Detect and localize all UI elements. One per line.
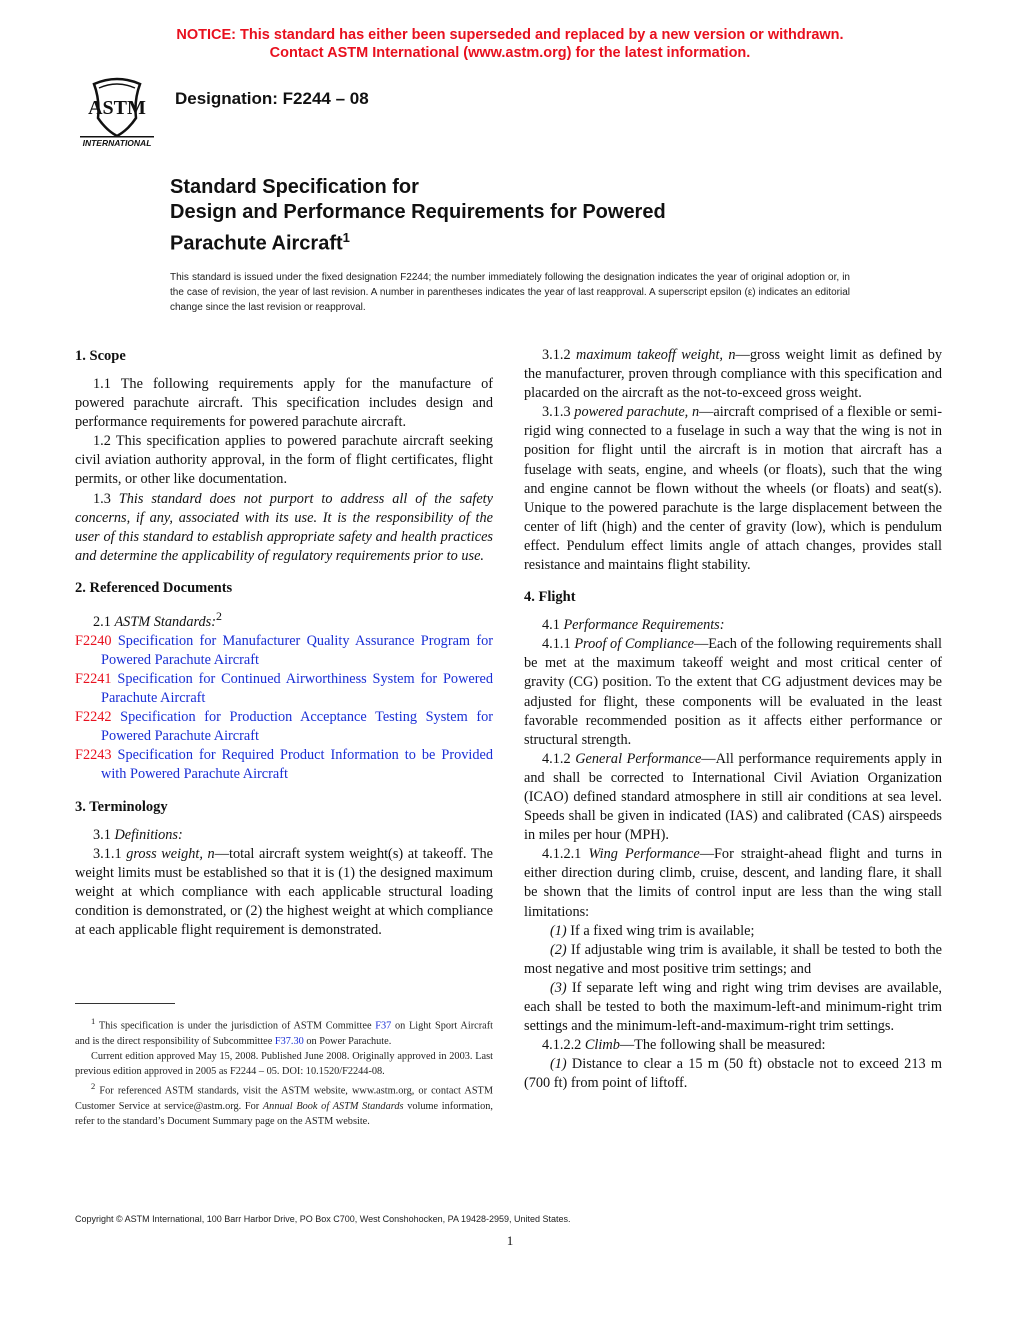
paragraph-3-1-2: 3.1.2 maximum takeoff weight, n—gross weight limit as defined by the manufacturer, proven through compliance with this specification and placarded on the aircraft as the not-to-exceed gross weight. bbox=[524, 347, 942, 402]
list-item-wing-1: (1) If a fixed wing trim is available; bbox=[550, 922, 755, 939]
logo-text: ASTM bbox=[88, 97, 146, 119]
right-column bbox=[524, 346, 942, 1093]
list-item-wing-2: (2) If adjustable wing trim is available, it shall be tested to both the most negative and most positive trim settings; and bbox=[524, 941, 942, 977]
footnote-divider bbox=[75, 1003, 175, 1004]
link-f37[interactable]: F37 bbox=[375, 1020, 392, 1032]
left-column bbox=[75, 346, 493, 940]
reference-f2241[interactable]: F2241 Specification for Continued Airworthiness System for Powered Parachute Aircraft bbox=[75, 670, 493, 707]
footnote-2: $^2$ For referenced ASTM standards, visit the ASTM website, www.astm.org, or contact ASTM Customer Service at service@astm.org. For Annual Book of ASTM Standards volume information, refer to the standard’s Document Summary page on the ASTM website. bbox=[75, 1081, 493, 1128]
designation: Designation: F2244 – 08 bbox=[175, 89, 369, 108]
title-line-2: Design and Performance Requirements for Powered bbox=[170, 201, 666, 223]
paragraph-4-1-2-2: 4.1.2.2 Climb—The following shall be measured: bbox=[542, 1037, 826, 1054]
footnote-1: $^1$ This specification is under the jurisdiction of ASTM Committee F37 on Light Sport Aircraft and is the direct responsibility of Subcommittee F37.30 on Power Parachute. bbox=[75, 1016, 494, 1047]
link-f37-30[interactable]: F37.30 bbox=[274, 1035, 304, 1047]
paragraph-4-1-2-1: 4.1.2.1 Wing Performance—For straight-ahead flight and turns in either direction during climb, cruise, descent, and landing flare, it shall be shown that the limits of control input are less than the wing stall limitations: bbox=[524, 846, 942, 920]
paragraph-3-1-1: 3.1.1 gross weight, n—total aircraft system weight(s) at takeoff. The weight limits must be established so that it is (1) the designed maximum weight at which compliance with each applicable structural loading condition is demonstrated, or (2) the highest weight at which compliance at each applicable flight requirement is demonstrated. bbox=[75, 845, 494, 939]
title-line-3: Parachute Aircraft$^1$ bbox=[170, 230, 350, 255]
notice-line-1: NOTICE: This standard has either been superseded and replaced by a new version or withdrawn. bbox=[176, 27, 844, 43]
title-line-1: Standard Specification for bbox=[170, 176, 419, 198]
paragraph-3-1: 3.1 Definitions: bbox=[93, 826, 183, 843]
reference-f2242[interactable]: F2242 Specification for Production Acceptance Testing System for Powered Parachute Aircraft bbox=[75, 709, 493, 745]
reference-f2240[interactable]: F2240 Specification for Manufacturer Quality Assurance Program for Powered Parachute Aircraft bbox=[75, 632, 494, 668]
paragraph-4-1-2: 4.1.2 General Performance—All performance requirements apply in and shall be corrected to International Civil Aviation Organization (ICAO) defined standard atmosphere in still air conditions at sea level. Speeds shall be given in indicated (IAS) and calibrated (CAS) airspeeds in miles per hour (MPH). bbox=[524, 750, 942, 844]
page-number: 1 bbox=[506, 1233, 514, 1248]
footnote-1-edition: Current edition approved May 15, 2008. Published June 2008. Originally approved in 2003. Last previous edition approved in 2005 as F2244 – 05. DOI: 10.1520/F2244-08. bbox=[75, 1050, 493, 1078]
section-heading-flight: 4. Flight bbox=[524, 589, 576, 606]
paragraph-1-3: 1.3 This standard does not purport to address all of the safety concerns, if any, associated with its use. It is the responsibility of the user of this standard to establish appropriate safety and health practices and determine the applicability of regulatory requirements prior to use. bbox=[75, 490, 493, 564]
paragraph-2-1: 2.1 ASTM Standards:$^2$ bbox=[93, 608, 222, 630]
astm-logo bbox=[72, 74, 162, 152]
notice-line-2: Contact ASTM International (www.astm.org) for the latest information. bbox=[269, 45, 751, 61]
footnotes bbox=[75, 1014, 493, 1129]
list-item-climb-1: (1) Distance to clear a 15 m (50 ft) obstacle not to exceed 213 m (700 ft) from point of liftoff. bbox=[524, 1056, 942, 1092]
logo-subtext: INTERNATIONAL bbox=[82, 138, 152, 148]
paragraph-1-1: 1.1 The following requirements apply for the manufacture of powered parachute aircraft. This specification includes design and performance requirements for powered parachute aircraft. bbox=[75, 376, 493, 431]
notice-banner bbox=[0, 26, 1020, 62]
paragraph-4-1-1: 4.1.1 Proof of Compliance—Each of the following requirements shall be met at the maximum takeoff weight and most critical center of gravity (CG) position. To the extent that CG adjustment devices may be adjusted for flight, these components will be evaluated in the least favorable recommended position as it affects either performance or structural strength. bbox=[524, 636, 942, 748]
paragraph-1-2: 1.2 This specification applies to powered parachute aircraft seeking civil aviation authority approval, in the form of flight certificates, flight permits, or other like documentation. bbox=[75, 433, 493, 488]
issue-statement: This standard is issued under the fixed designation F2244; the number immediately following the designation indicates the year of original adoption or, in the case of revision, the year of last revision. A number in parentheses indicates the year of last reapproval. A superscript epsilon (ε) indicates an editorial change since the last revision or reapproval. bbox=[170, 272, 850, 313]
section-heading-terminology: 3. Terminology bbox=[75, 798, 168, 815]
reference-f2243[interactable]: F2243 Specification for Required Product Information to be Provided with Powered Parachute Aircraft bbox=[75, 747, 493, 783]
title-footnote-mark[interactable]: 1 bbox=[342, 230, 350, 245]
paragraph-3-1-3: 3.1.3 powered parachute, n—aircraft comprised of a flexible or semi-rigid wing connected to a fuselage in such a way that the wing is not in position for flight until the aircraft is in motion that aircraft has a fuselage with seats, engine, and wheels (or floats), such that the wing and engine cannot be flown without the wheels (or floats) and seat(s). Unique to the powered parachute is the large displacement between the center of lift (high) and the center of gravity (low), which is pendulum effect. Pendulum effect limits angle of attach changes, provides stall resistance and maintains flight stability. bbox=[524, 404, 942, 574]
section-heading-referenced-documents: 2. Referenced Documents bbox=[75, 579, 233, 596]
paragraph-4-1: 4.1 Performance Requirements: bbox=[542, 617, 725, 634]
list-item-wing-3: (3) If separate left wing and right wing trim devises are available, each shall be tested to both the maximum-left-and minimum-right trim settings and the minimum-left-and-maximum-right trim settings. bbox=[524, 979, 942, 1035]
document-title bbox=[170, 175, 870, 257]
section-heading-scope: 1. Scope bbox=[75, 348, 126, 364]
copyright: Copyright © ASTM International, 100 Barr Harbor Drive, PO Box C700, West Conshohocken, PA 19428-2959, United States. bbox=[75, 1214, 571, 1224]
